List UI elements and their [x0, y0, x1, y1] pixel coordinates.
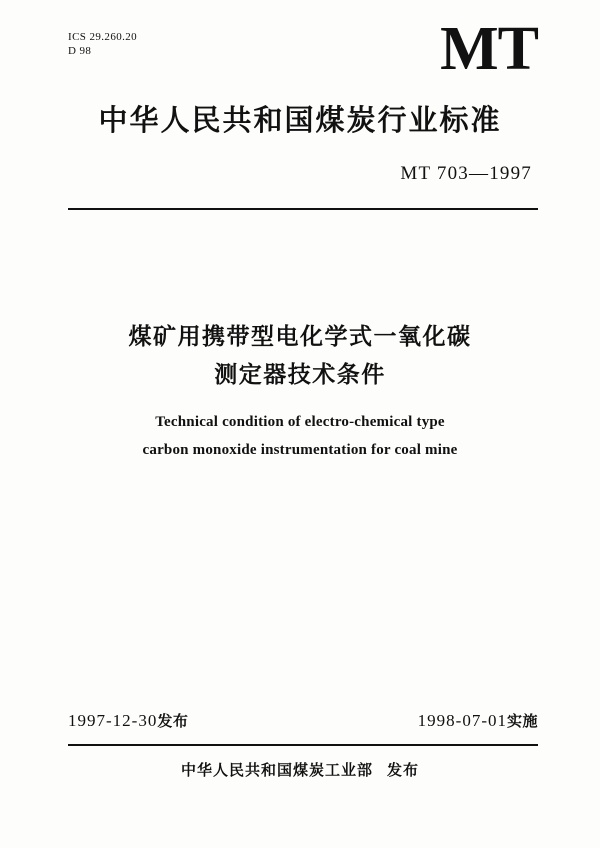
ics-classification-block — [68, 30, 137, 58]
document-title-en — [0, 408, 600, 464]
document-title-en-line2: carbon monoxide instrumentation for coal mine — [142, 442, 458, 458]
standard-title-cn: 中华人民共和国煤炭行业标准 — [98, 103, 502, 137]
classification-code: D 98 — [68, 45, 92, 57]
standard-number: MT 703—1997 — [400, 163, 532, 184]
header-divider — [68, 208, 538, 210]
mt-logo: MT — [440, 15, 538, 83]
effective-date: 1998-07-01 — [417, 711, 507, 730]
ics-code: ICS 29.260.20 — [68, 31, 138, 43]
date-row — [68, 710, 538, 731]
issuing-authority-action: 发布 — [387, 761, 420, 779]
effective-date-item — [418, 710, 538, 731]
effective-date-label: 实施 — [506, 712, 538, 730]
document-title-cn-line1: 煤矿用携带型电化学式一氧化碳 — [128, 324, 472, 350]
document-title-en-line1: Technical condition of electro-chemical type — [155, 414, 445, 430]
issuing-authority-name: 中华人民共和国煤炭工业部 — [180, 761, 373, 779]
issue-date: 1997-12-30 — [68, 711, 158, 730]
footer-divider — [68, 744, 538, 746]
issuing-authority — [0, 759, 600, 780]
document-title-cn — [0, 318, 600, 394]
issue-date-item — [68, 710, 188, 731]
issue-date-label: 发布 — [157, 712, 189, 730]
document-title-cn-line2: 测定器技术条件 — [214, 362, 386, 388]
